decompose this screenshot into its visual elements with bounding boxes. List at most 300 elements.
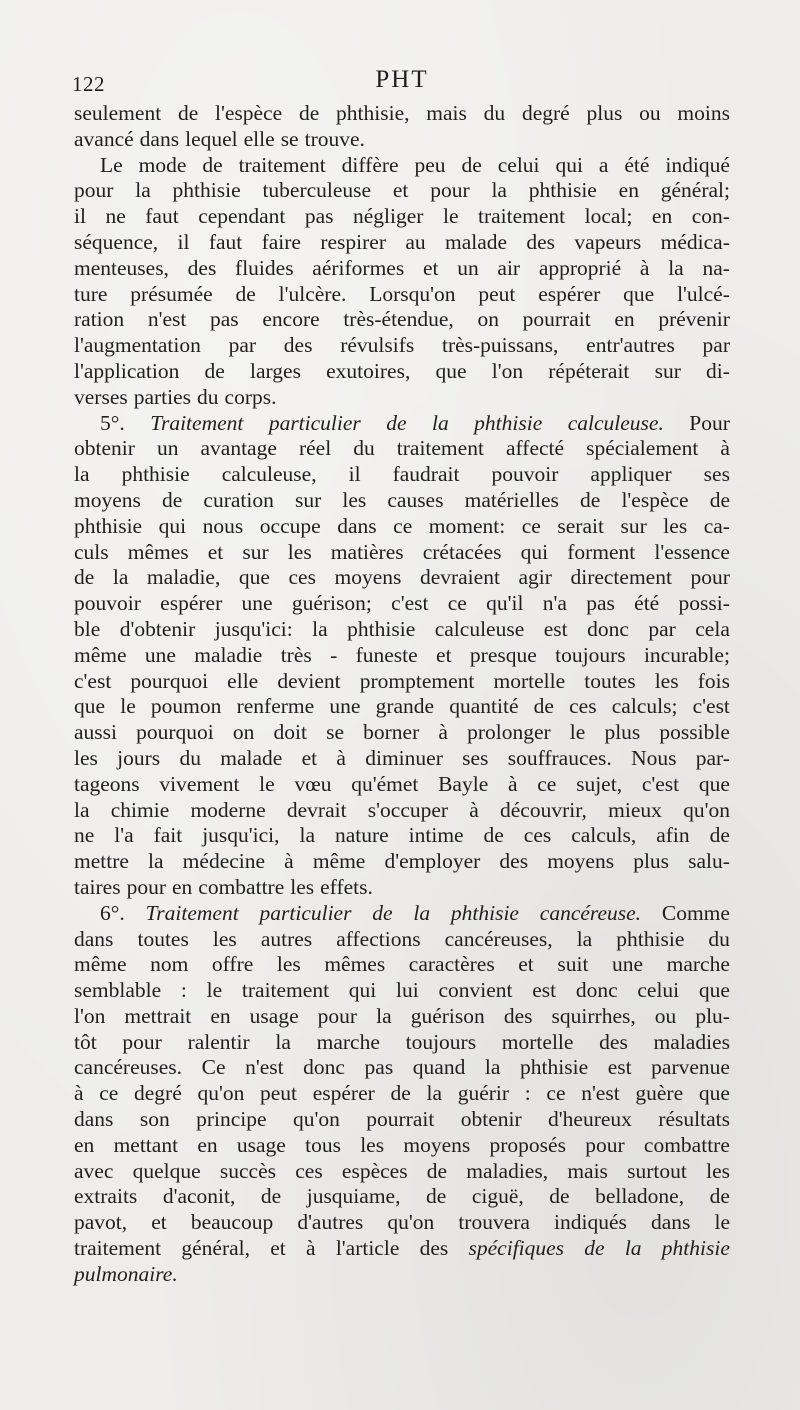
word: n'a (542, 591, 567, 616)
word: ration (74, 307, 125, 332)
word: mode (138, 152, 187, 177)
word: peu (414, 152, 446, 177)
word: que (623, 281, 655, 306)
word: tous (305, 1132, 341, 1157)
text-line (74, 978, 730, 1004)
word: devraient (419, 565, 500, 590)
word: pour (317, 1003, 358, 1028)
text-line (74, 385, 730, 411)
word: phthisie (74, 513, 143, 538)
word: faut (145, 204, 179, 229)
text-line (74, 565, 730, 591)
text-line (74, 359, 730, 385)
word: les (276, 952, 301, 977)
word: taires (74, 874, 121, 899)
word: pas (210, 307, 239, 332)
word: que (74, 694, 106, 719)
word: parties (133, 384, 192, 409)
word: Traitement (145, 900, 239, 925)
word: moyens (547, 849, 615, 874)
text-line (74, 540, 730, 566)
word: pourrait (522, 307, 591, 332)
word: les (74, 745, 98, 770)
word: souffrauces. (507, 745, 612, 770)
word: jusqu'ici, (202, 823, 280, 848)
word: le (120, 694, 136, 719)
word: de (390, 1081, 411, 1106)
word: pour (74, 178, 114, 203)
word: prolonger (467, 720, 551, 745)
word: pour (430, 178, 470, 203)
word: moyens (334, 565, 402, 590)
word: et (270, 1236, 286, 1261)
word: usage (249, 1003, 299, 1028)
word: diminuer (365, 745, 443, 770)
word: pour (690, 565, 730, 590)
word: la (74, 797, 90, 822)
word: calculs, (571, 823, 637, 848)
text-line (74, 1133, 730, 1159)
word: curation (203, 487, 274, 512)
word: pulmonaire. (74, 1261, 178, 1286)
word: phthisie (474, 410, 543, 435)
word: borner (363, 720, 420, 745)
word: succès (219, 1158, 277, 1183)
word: cancéreuses. (74, 1055, 183, 1080)
word: le (442, 204, 459, 229)
word: ne (74, 823, 95, 848)
word: que (238, 565, 270, 590)
word: en (171, 874, 193, 899)
word: que (698, 1081, 730, 1106)
word: d'obtenir (119, 616, 196, 641)
word: espèces (341, 1158, 408, 1183)
word: ses (462, 745, 489, 770)
text-line (74, 411, 730, 437)
word: maladie, (146, 565, 221, 590)
word: de (709, 823, 730, 848)
word: traitement (241, 978, 330, 1003)
word: très-puissans, (441, 333, 559, 358)
word: les (287, 539, 312, 564)
word: Traitement (150, 410, 244, 435)
word: des (599, 1029, 628, 1054)
word: du (179, 745, 201, 770)
word: se (280, 126, 299, 151)
word: une (329, 694, 361, 719)
word: été (634, 591, 660, 616)
word: des (503, 1003, 533, 1028)
word: à (284, 849, 294, 874)
word: les (290, 874, 315, 899)
word: matérielles (464, 487, 559, 512)
word: forment (567, 539, 636, 564)
word: traitement (396, 436, 484, 461)
word: de (549, 1184, 570, 1209)
word: spécialement (586, 436, 699, 461)
word: traitement (238, 152, 326, 177)
word: ces (295, 1158, 323, 1183)
word: fluides (235, 255, 294, 280)
word: d'aconit, (162, 1184, 236, 1209)
word: mettrait (124, 1003, 192, 1028)
word: les (663, 513, 688, 538)
word: et (518, 952, 534, 977)
word: ses (703, 462, 730, 487)
text-line (74, 1262, 730, 1288)
word: Pour (689, 410, 730, 435)
word: doit (273, 720, 307, 745)
word: et (436, 642, 452, 667)
word: son (139, 1107, 170, 1132)
word: qui (348, 978, 377, 1003)
word: de (177, 101, 199, 125)
word: du (353, 436, 375, 461)
text-line (74, 127, 730, 153)
word: ralentir (187, 1029, 250, 1054)
word: de (235, 281, 256, 306)
text-line (74, 875, 730, 901)
word: causes (387, 487, 444, 512)
text-line (74, 1055, 730, 1081)
word: n'est (581, 1081, 620, 1106)
word: ce (546, 1081, 566, 1106)
word: degré (521, 101, 570, 125)
word: traitement (478, 204, 566, 229)
word: dans (650, 1210, 691, 1235)
word: en (74, 1132, 95, 1157)
word: suit (557, 952, 589, 977)
word: qu'on (197, 1081, 245, 1106)
word: en (651, 204, 673, 229)
word: lui (396, 978, 419, 1003)
word: mettre (74, 849, 129, 874)
word: mêmes (324, 952, 386, 977)
word: plus (633, 849, 670, 874)
word: toutes (584, 668, 636, 693)
word: qu'émet (351, 771, 419, 796)
word: 5°. (100, 410, 125, 435)
word: découvrir, (500, 797, 587, 822)
word: intime (408, 823, 464, 848)
word: squirrhes, (551, 1003, 636, 1028)
word: ce (537, 771, 557, 796)
word: l'on (74, 1003, 106, 1028)
word: incurable; (643, 642, 730, 667)
word: grande (375, 694, 435, 719)
word: de (426, 1184, 447, 1209)
word: l'ulcère. (278, 281, 347, 306)
text-line (74, 1081, 730, 1107)
text-line (74, 1004, 730, 1030)
word: indiqués (554, 1210, 627, 1235)
word: de (533, 694, 554, 719)
word: sur (654, 358, 681, 383)
word: cela (695, 616, 730, 641)
word: malade (220, 745, 283, 770)
word: guérir (457, 1081, 510, 1106)
word: vivement (159, 771, 240, 796)
word: il (348, 462, 361, 487)
word: et (151, 1210, 167, 1235)
word: guérison (410, 1003, 485, 1028)
word: pas (586, 591, 615, 616)
word: pour (126, 874, 166, 899)
word: c'est (692, 694, 730, 719)
word: maladie (194, 642, 263, 667)
word: mortelle (501, 1029, 574, 1054)
word: la (413, 900, 431, 925)
word: cependant (198, 204, 286, 229)
word: pavot, (74, 1210, 128, 1235)
word: mettant (113, 1132, 179, 1157)
text-line (74, 927, 730, 953)
word: à (507, 771, 518, 796)
word: local; (584, 204, 633, 229)
word: qu'il (486, 591, 524, 616)
word: la (426, 1081, 443, 1106)
word: corps. (224, 384, 277, 409)
word: cancéreuses, (444, 926, 553, 951)
word: espérer (160, 591, 223, 616)
word: devient (277, 668, 341, 693)
word: même (74, 952, 127, 977)
word: phthisie (616, 926, 685, 951)
word: l'article (335, 1236, 400, 1261)
word: avec (74, 1158, 114, 1183)
word: sur (294, 487, 322, 512)
word: la (668, 255, 684, 280)
word: entr'autres (586, 333, 675, 358)
word: culs (74, 539, 109, 564)
word: s'occuper (367, 797, 449, 822)
word: convient (438, 978, 513, 1003)
word: faudrait (392, 462, 460, 487)
word: renferme (236, 694, 315, 719)
text-line (74, 694, 730, 720)
word: de (74, 565, 95, 590)
word: faire (261, 229, 301, 254)
word: au (405, 229, 426, 254)
word: que (698, 771, 730, 796)
word: à (438, 720, 448, 745)
word: Comme (661, 900, 730, 925)
word: poumon (150, 694, 222, 719)
word: des (526, 229, 556, 254)
word: par (702, 333, 730, 358)
word: moyens (403, 1132, 471, 1157)
word: principe (196, 1107, 267, 1132)
word: et (301, 745, 318, 770)
word: pour (122, 1029, 162, 1054)
word: dans (74, 926, 114, 951)
word: proposés (489, 1132, 566, 1157)
word: autres (260, 926, 313, 951)
word: de (580, 487, 601, 512)
word: pouvoir (74, 591, 141, 616)
word: de (372, 900, 393, 925)
word: l'espèce (215, 101, 283, 125)
word: on (232, 720, 255, 745)
word: aussi (74, 720, 117, 745)
word: sur (242, 539, 269, 564)
word: mêmes (127, 539, 189, 564)
word: phthisie (121, 462, 190, 487)
word: qu'on (292, 1107, 340, 1132)
word: parvenue (651, 1055, 730, 1080)
word: l'a (114, 823, 134, 848)
word: Le (100, 152, 123, 177)
word: moins (677, 101, 730, 125)
word: plu- (695, 1003, 730, 1028)
text-line (74, 230, 730, 256)
text-line (74, 488, 730, 514)
word: jusquiame, (306, 1184, 401, 1209)
word: on (477, 307, 499, 332)
word: moyens (74, 487, 141, 512)
word: le (569, 720, 586, 745)
text-line (74, 901, 730, 927)
word: c'est (391, 591, 429, 616)
word: maladies, (466, 1158, 549, 1183)
word: celui (637, 978, 680, 1003)
word: de (461, 152, 482, 177)
word: général; (660, 178, 730, 203)
word: dans (139, 126, 180, 151)
word: pas (364, 1055, 394, 1080)
word: sujet, (576, 771, 623, 796)
word: la (484, 1055, 501, 1080)
text-line (74, 514, 730, 540)
word: toujours (405, 1029, 477, 1054)
word: à (74, 1081, 84, 1106)
word: jours (117, 745, 161, 770)
word: phthisie, (336, 101, 410, 125)
text-line (74, 1030, 730, 1056)
word: air (497, 255, 521, 280)
word: guère (635, 1081, 684, 1106)
word: à (306, 1236, 316, 1261)
running-head: PHT (375, 66, 429, 93)
word: possible (659, 720, 730, 745)
word: pourrait (366, 1107, 435, 1132)
word: ca- (703, 513, 730, 538)
word: la (74, 462, 90, 487)
word: approprié (538, 255, 622, 280)
word: même (74, 642, 127, 667)
word: et (207, 539, 224, 564)
word: de (426, 1158, 448, 1183)
word: mieux (608, 797, 662, 822)
word: belladone, (595, 1184, 685, 1209)
word: très-étendue, (343, 307, 454, 332)
word: phthisie (347, 616, 416, 641)
word: prévenir (658, 307, 730, 332)
word: pourquoi (130, 668, 209, 693)
word: jusqu'ici: (214, 616, 293, 641)
word: nous (202, 513, 244, 538)
word: calculs; (611, 694, 678, 719)
word: la (148, 849, 164, 874)
word: seulement (74, 101, 162, 125)
word: beaucoup (190, 1210, 274, 1235)
page-header (72, 66, 732, 102)
word: plus (586, 101, 623, 125)
word: très (280, 642, 312, 667)
word: phthisie (520, 1055, 589, 1080)
word: est (543, 616, 568, 641)
text-line (74, 256, 730, 282)
word: extraits (74, 1184, 138, 1209)
word: la (135, 178, 151, 203)
word: affections (336, 926, 421, 951)
word: plus (604, 720, 641, 745)
word: maladies (653, 1029, 730, 1054)
word: ces (569, 694, 597, 719)
word: caractères (408, 952, 495, 977)
word: traitement (74, 1236, 162, 1261)
word: peut (260, 1081, 298, 1106)
text-line (74, 952, 730, 978)
word: c'est (74, 668, 112, 693)
word: Bayle (438, 771, 489, 796)
word: l'application (74, 358, 180, 383)
word: ce (447, 591, 467, 616)
word: le (259, 771, 275, 796)
word: calculeuse (434, 616, 525, 641)
word: de (298, 101, 320, 125)
word: est (532, 978, 557, 1003)
word: en (197, 1132, 218, 1157)
word: à (336, 745, 346, 770)
word: la (491, 178, 507, 203)
text-line (74, 849, 730, 875)
word: d'autres (297, 1210, 364, 1235)
word: les (360, 1132, 385, 1157)
word: espérer (312, 1081, 375, 1106)
text-line (74, 282, 730, 308)
word: aériformes (312, 255, 405, 280)
text-line (74, 1184, 730, 1210)
word: possi- (678, 591, 730, 616)
word: donc (303, 1055, 345, 1080)
word: donc (575, 978, 618, 1003)
word: en (210, 1003, 231, 1028)
word: lequel (185, 126, 238, 151)
word: n'est (147, 307, 187, 332)
word: un (156, 436, 179, 461)
word: à (639, 255, 650, 280)
word: quantité (449, 694, 519, 719)
word: dans (337, 513, 377, 538)
word: les (342, 487, 367, 512)
word: obtenir (74, 436, 135, 461)
word: des (283, 333, 313, 358)
word: des (419, 1236, 449, 1261)
word: mais (426, 101, 467, 125)
word: réel (298, 436, 332, 461)
word: médecine (182, 849, 266, 874)
word: ture (74, 281, 108, 306)
word: fait (153, 823, 183, 848)
word: est (607, 1055, 632, 1080)
word: pourquoi (136, 720, 214, 745)
word: la (112, 565, 129, 590)
word: toutes (137, 926, 189, 951)
word: larges (250, 358, 301, 383)
word: ce (521, 513, 541, 538)
word: quand (412, 1055, 466, 1080)
